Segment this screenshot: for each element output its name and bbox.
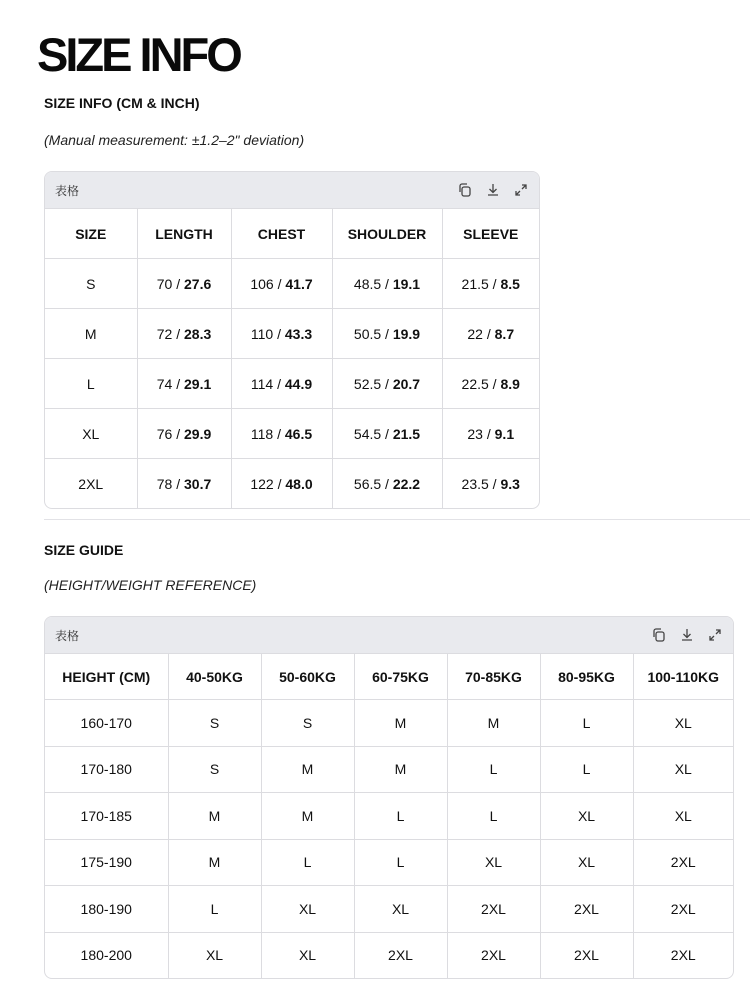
inch-value: 19.1 [392,275,421,292]
column-header: SLEEVE [442,209,539,259]
inch-value: 29.1 [184,375,212,392]
size-cell: M [261,746,354,793]
table-row [45,259,539,309]
measurement-cell [137,309,231,359]
inch-value: 22.2 [392,475,421,492]
measurement-cell [332,409,442,459]
separator: / [482,325,495,342]
size-cell: XL [261,886,354,933]
height-cell: 175-190 [45,839,168,886]
measurement-cell [442,409,539,459]
column-header: LENGTH [137,209,231,259]
expand-icon[interactable] [513,182,529,198]
column-header: 60-75KG [354,654,447,700]
measurement-cell [231,259,332,309]
expand-icon[interactable] [707,627,723,643]
separator: / [273,275,286,292]
table-header-row [45,209,539,259]
size-cell: XL [447,839,540,886]
cm-value: 22.5 [461,375,489,392]
separator: / [488,275,501,292]
table-label: 表格 [55,628,80,643]
inch-value: 44.9 [284,375,313,392]
column-header: 70-85KG [447,654,540,700]
size-cell: L [447,793,540,840]
table-row [45,459,539,509]
height-cell: 170-180 [45,746,168,793]
size-cell: 2XL [540,886,633,933]
column-header: SIZE [45,209,137,259]
size-cell: 2XL [447,932,540,978]
section1-title: SIZE INFO (CM & INCH) [44,95,200,111]
measurement-cell [332,309,442,359]
table-toolbar [45,172,539,209]
size-guide-table-card [44,616,734,979]
height-cell: 180-190 [45,886,168,933]
inch-value: 8.5 [500,275,520,292]
separator: / [381,275,393,292]
download-icon[interactable] [679,627,695,643]
inch-value: 8.7 [494,325,515,342]
table-row [45,886,733,933]
column-header: 80-95KG [540,654,633,700]
size-cell: S [261,700,354,747]
size-cell: 2XL [540,932,633,978]
table-row [45,746,733,793]
height-cell: 160-170 [45,700,168,747]
page-title: SIZE INFO [37,28,240,81]
size-cell: 2XL [45,459,137,509]
size-cell: XL [540,793,633,840]
measurement-cell [137,409,231,459]
inch-value: 29.9 [184,425,212,442]
size-cell: L [354,793,447,840]
table-row [45,409,539,459]
size-info-table [45,209,539,508]
size-cell: L [354,839,447,886]
cm-value: 21.5 [461,275,489,292]
copy-icon[interactable] [651,627,667,643]
table-toolbar [45,617,733,654]
size-cell: M [168,793,261,840]
measurement-cell [332,259,442,309]
inch-value: 9.1 [494,425,515,442]
cm-value: 70 [156,275,173,292]
cm-value: 50.5 [353,325,382,342]
measurement-cell [137,359,231,409]
measurement-cell [231,409,332,459]
size-cell: L [447,746,540,793]
height-cell: 180-200 [45,932,168,978]
column-header: CHEST [231,209,332,259]
inch-value: 8.9 [500,375,520,392]
table-row [45,359,539,409]
size-cell: S [168,746,261,793]
table-row [45,932,733,978]
separator: / [273,375,285,392]
separator: / [172,325,184,342]
separator: / [273,475,286,492]
cm-value: 22 [467,325,483,342]
inch-value: 27.6 [184,275,212,292]
separator: / [488,475,501,492]
size-cell: XL [168,932,261,978]
column-header: HEIGHT (CM) [45,654,168,700]
separator: / [381,375,393,392]
download-icon[interactable] [485,182,501,198]
measurement-cell [231,359,332,409]
separator: / [172,475,184,492]
separator: / [482,425,495,442]
separator: / [172,275,184,292]
inch-value: 21.5 [392,425,421,442]
measurement-cell [231,309,332,359]
cm-value: 76 [156,425,173,442]
inch-value: 43.3 [284,325,313,342]
measurement-cell [137,459,231,509]
inch-value: 46.5 [284,425,313,442]
size-cell: L [540,746,633,793]
section-divider [44,519,750,520]
separator: / [381,475,393,492]
size-cell: XL [633,793,733,840]
height-cell: 170-185 [45,793,168,840]
size-cell: M [168,839,261,886]
cm-value: 118 [250,425,274,442]
table-header-row [45,654,733,700]
column-header: 100-110KG [633,654,733,700]
inch-value: 9.3 [500,475,520,492]
size-cell: 2XL [670,947,696,964]
cm-value: 110 [250,325,274,342]
size-cell: M [261,793,354,840]
section2-title: SIZE GUIDE [44,542,124,558]
cm-value: 54.5 [353,425,382,442]
cm-value: 48.5 [353,275,382,292]
inch-value: 30.7 [184,475,212,492]
size-cell: XL [261,932,354,978]
column-header: 50-60KG [261,654,354,700]
separator: / [172,425,184,442]
size-cell: XL [354,886,447,933]
measurement-cell [231,459,332,509]
measurement-cell [442,359,539,409]
column-header: 40-50KG [168,654,261,700]
inch-value: 20.7 [392,375,421,392]
separator: / [273,425,285,442]
separator: / [273,325,285,342]
table-row [45,309,539,359]
column-header: SHOULDER [332,209,442,259]
size-cell: XL [45,409,137,459]
size-cell: S [45,259,137,309]
size-cell: 2XL [633,839,733,886]
size-cell: M [354,700,447,747]
measurement-cell [332,459,442,509]
inch-value: 48.0 [285,475,313,492]
separator: / [381,425,393,442]
separator: / [488,375,501,392]
cm-value: 106 [250,275,274,292]
size-cell: 2XL [633,886,733,933]
size-cell: 2XL [354,932,447,978]
measurement-cell [442,459,539,509]
size-cell: XL [633,746,733,793]
table-row [45,839,733,886]
size-cell: L [45,359,137,409]
size-guide-table [45,654,733,978]
copy-icon[interactable] [457,182,473,198]
cm-value: 23.5 [461,475,489,492]
measurement-cell [137,259,231,309]
size-cell: 2XL [447,886,540,933]
size-cell: XL [633,700,733,747]
size-cell: M [447,700,540,747]
cm-value: 74 [156,375,173,392]
measurement-cell [442,309,539,359]
cm-value: 122 [250,475,274,492]
table-row [45,700,733,747]
section1-note: (Manual measurement: ±1.2–2" deviation) [44,132,305,148]
inch-value: 19.9 [392,325,421,342]
cm-value: 23 [467,425,483,442]
size-cell: XL [540,839,633,886]
table-label: 表格 [55,183,80,198]
inch-value: 41.7 [285,275,313,292]
cm-value: 78 [156,475,173,492]
cm-value: 52.5 [353,375,382,392]
measurement-cell [442,259,539,309]
cm-value: 56.5 [353,475,382,492]
section2-note: (HEIGHT/WEIGHT REFERENCE) [44,577,257,593]
size-cell: L [168,886,261,933]
size-cell: L [261,839,354,886]
separator: / [172,375,184,392]
size-cell: S [168,700,261,747]
size-cell: M [354,746,447,793]
inch-value: 28.3 [184,325,212,342]
measurement-cell [332,359,442,409]
cm-value: 72 [156,325,173,342]
size-info-table-card [44,171,540,509]
table-row [45,793,733,840]
size-cell: L [540,700,633,747]
cm-value: 114 [250,375,274,392]
size-cell: M [45,309,137,359]
separator: / [381,325,393,342]
